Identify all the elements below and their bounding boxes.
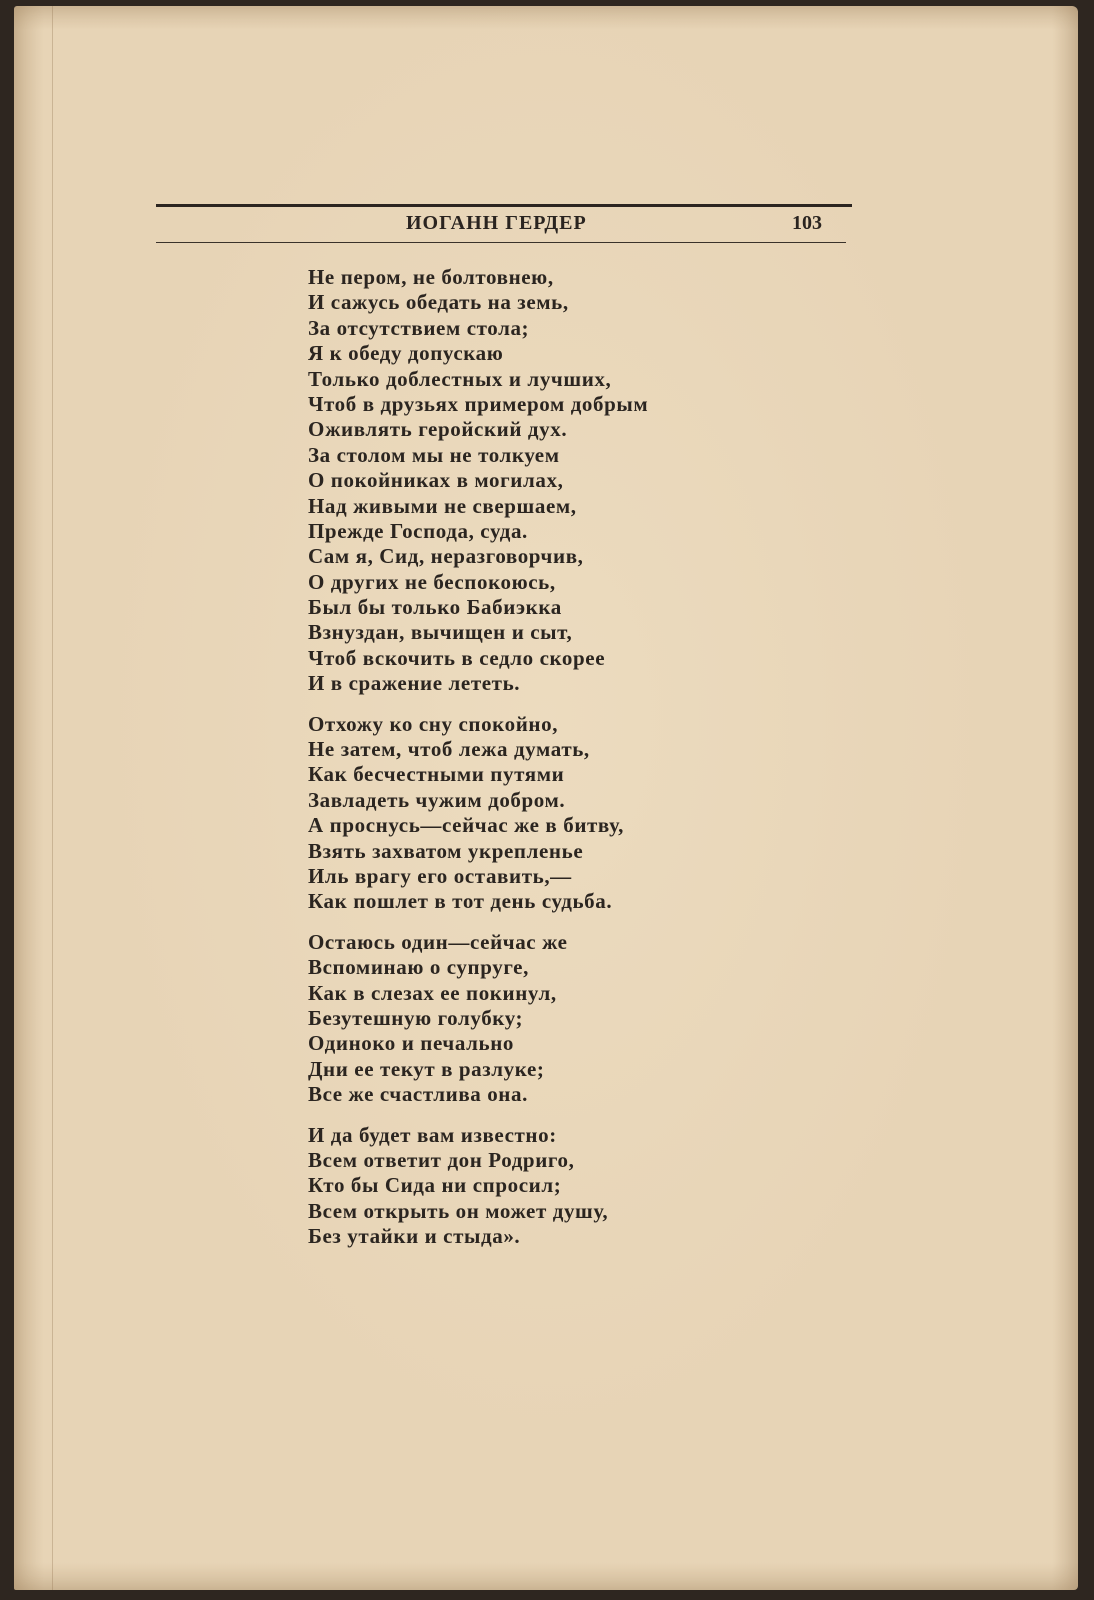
poem-line: Иль врагу его оставить,— <box>308 863 572 888</box>
binding-fold <box>14 6 53 1590</box>
poem-line: Всем открыть он может душу, <box>308 1198 609 1223</box>
poem-line: Сам я, Сид, неразговорчив, <box>308 544 584 569</box>
poem-line: Остаюсь один—сейчас же <box>308 929 568 954</box>
poem-line: Взнуздан, вычищен и сыт, <box>308 620 573 645</box>
poem-line: Отхожу ко сну спокойно, <box>308 711 559 736</box>
poem-line: Не пером, не болтовнею, <box>308 265 554 289</box>
stanza-3 <box>308 930 788 1108</box>
poem-line: Только доблестных и лучших, <box>308 366 612 391</box>
poem-line: И в сражение лететь. <box>308 671 521 696</box>
header-rule-bottom <box>156 242 846 243</box>
poem-line: Дни ее текут в разлуке; <box>308 1056 545 1081</box>
poem-line: Чтоб в друзьях примером добрым <box>308 391 649 416</box>
poem-line: Завладеть чужим добром. <box>308 787 566 812</box>
poem-line: Над живыми не свершаем, <box>308 493 577 518</box>
header-rule-top <box>156 204 852 207</box>
poem-line: Одиноко и печально <box>308 1031 515 1056</box>
poem-line: Безутешную голубку; <box>308 1005 524 1030</box>
poem-line: Не затем, чтоб лежа думать, <box>308 737 590 762</box>
poem-line: Как в слезах ее покинул, <box>308 980 557 1005</box>
poem-line: Как бесчестными путями <box>308 762 565 787</box>
poem-line: Был бы только Бабиэкка <box>308 595 562 620</box>
poem-line: Я к обеду допускаю <box>308 341 504 366</box>
poem-line: А проснусь—сейчас же в битву, <box>308 813 625 838</box>
stanza-2 <box>308 712 788 915</box>
poem-line: Все же счастлива она. <box>308 1082 528 1107</box>
poem-line: И сажусь обедать на земь, <box>308 290 569 315</box>
running-title: ИОГАНН ГЕРДЕР <box>406 212 587 234</box>
poem-text <box>308 265 788 1264</box>
poem-line: Чтоб вскочить в седло скорее <box>308 645 606 670</box>
poem-line: Без утайки и стыда». <box>308 1224 521 1249</box>
poem-line: О покойниках в могилах, <box>308 468 564 493</box>
stanza-4 <box>308 1123 788 1250</box>
poem-line: И да будет вам известно: <box>308 1122 557 1147</box>
poem-line: О других не беспокоюсь, <box>308 569 556 594</box>
poem-line: За отсутствием стола; <box>308 315 530 340</box>
poem-line: Оживлять геройский дух. <box>308 417 568 442</box>
running-header <box>156 204 852 250</box>
poem-line: Прежде Господа, суда. <box>308 518 528 543</box>
stanza-1 <box>308 265 788 697</box>
poem-line: Вспоминаю о супруге, <box>308 955 529 980</box>
poem-line: За столом мы не толкуем <box>308 442 560 467</box>
poem-line: Как пошлет в тот день судьба. <box>308 889 613 914</box>
poem-line: Взять захватом укрепленье <box>308 838 584 863</box>
book-page <box>14 6 1078 1590</box>
poem-line: Кто бы Сида ни спросил; <box>308 1173 562 1198</box>
page-number: 103 <box>792 212 822 234</box>
poem-line: Всем ответит дон Родриго, <box>308 1147 575 1172</box>
